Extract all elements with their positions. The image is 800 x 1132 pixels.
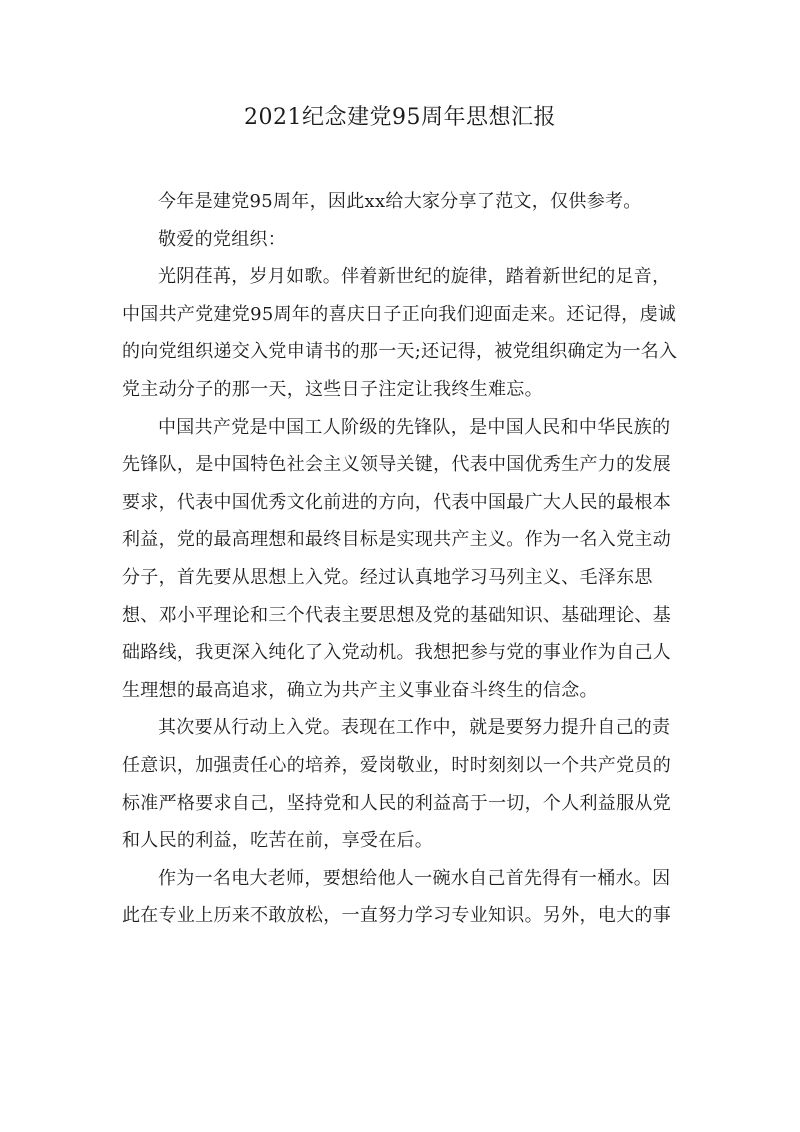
paragraph-3: 其次要从行动上入党。表现在工作中，就是要努力提升自己的责任意识，加强责任心的培养，爱岗敬业，时时刻刻以一个共产党员的标准严格要求自己，坚持党和人民的利益高于一切，个人利益服从党和人民的利益，吃苦在前，享受在后。 <box>122 717 671 852</box>
paragraph-4: 作为一名电大老师，要想给他人一碗水自己首先得有一桶水。因此在专业上历来不敢放松，一直努力学习专业知识。另外，电大的事 <box>122 867 671 927</box>
paragraph-salutation: 敬爱的党组织： <box>158 228 287 250</box>
paragraph-2: 中国共产党是中国工人阶级的先锋队，是中国人民和中华民族的先锋队，是中国特色社会主义领导关键，代表中国优秀生产力的发展要求，代表中国优秀文化前进的方向，代表中国最广大人民的最根本利益，党的最高理想和最终目标是实现共产主义。作为一名入党主动分子，首先要从思想上入党。经过认真地学习马列主义、毛泽东思想、邓小平理论和三个代表主要思想及党的基础知识、基础理论、基础路线，我更深入纯化了入党动机。我想把参与党的事业作为自己人生理想的最高追求，确立为共产主义事业奋斗终生的信念。 <box>122 416 671 701</box>
paragraph-intro: 今年是建党95周年，因此xx给大家分享了范文，仅供参考。 <box>158 191 642 212</box>
document-title: 2021纪念建党95周年思想汇报 <box>244 105 556 130</box>
document-body <box>122 183 680 935</box>
paragraph-1: 光阴荏苒，岁月如歌。伴着新世纪的旋律，踏着新世纪的足音，中国共产党建党95周年的喜庆日子正向我们迎面走来。还记得，虔诚的向党组织递交入党申请书的那一天;还记得，被党组织确定为一名入党主动分子的那一天，这些日子注定让我终生难忘。 <box>122 266 678 400</box>
